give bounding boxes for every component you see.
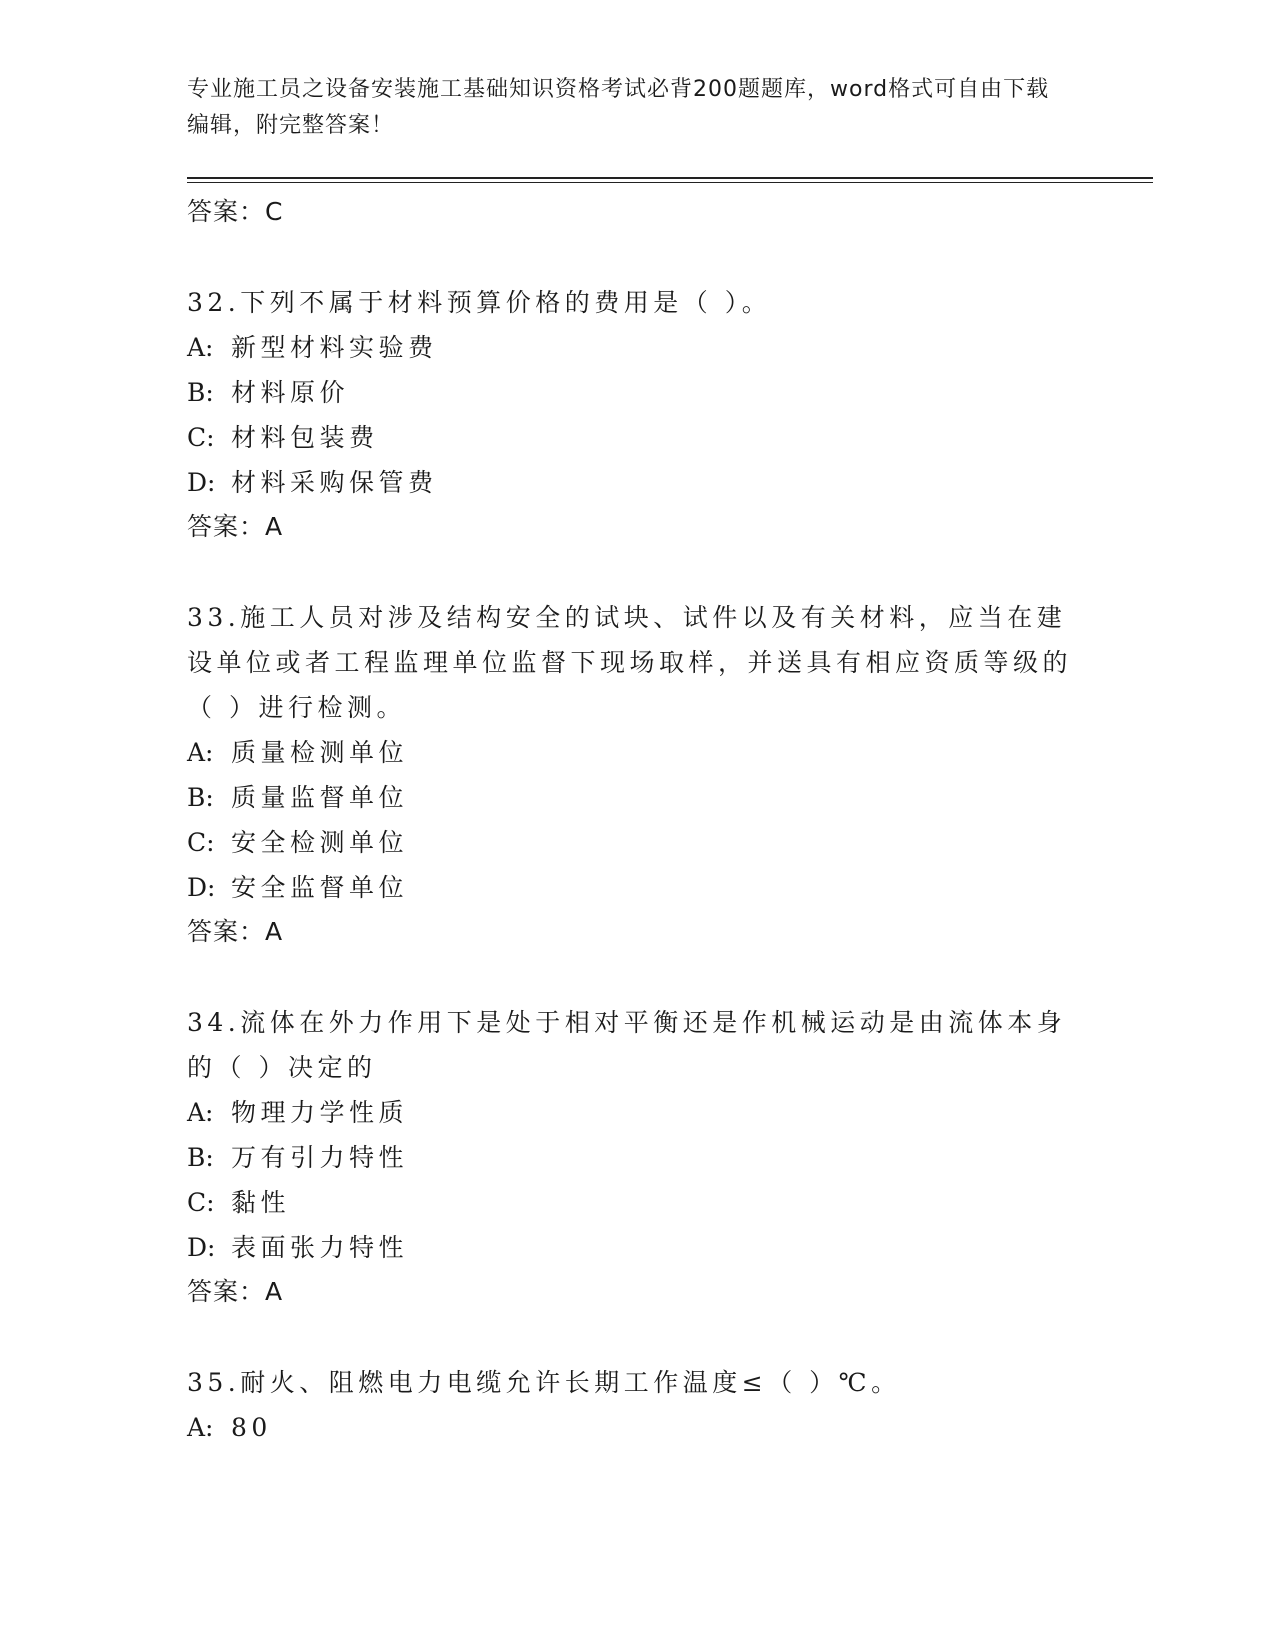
question-body bbox=[187, 190, 1087, 1450]
question-34 bbox=[187, 1000, 1087, 1314]
option-text: 质量监督单位 bbox=[231, 783, 409, 812]
option-text: 新型材料实验费 bbox=[231, 333, 438, 362]
option-text: 80 bbox=[231, 1413, 272, 1442]
option-letter: A: bbox=[187, 1098, 214, 1127]
header-rule-thin bbox=[187, 182, 1153, 183]
option-text: 表面张力特性 bbox=[231, 1233, 409, 1262]
option-text: 万有引力特性 bbox=[231, 1143, 409, 1172]
option-text: 材料原价 bbox=[231, 378, 350, 407]
option-c bbox=[187, 820, 1087, 865]
option-d bbox=[187, 865, 1087, 910]
option-text: 质量检测单位 bbox=[231, 738, 409, 767]
option-letter: D: bbox=[187, 1233, 216, 1262]
option-b bbox=[187, 775, 1087, 820]
option-b bbox=[187, 370, 1087, 415]
question-text: 32.下列不属于材料预算价格的费用是（ ）。 bbox=[187, 288, 772, 317]
option-letter: D: bbox=[187, 873, 216, 902]
option-letter: C: bbox=[187, 423, 215, 452]
option-d bbox=[187, 460, 1087, 505]
option-a bbox=[187, 730, 1087, 775]
answer-line: 答案：A bbox=[187, 917, 284, 946]
question-35 bbox=[187, 1360, 1087, 1450]
option-b bbox=[187, 1135, 1087, 1180]
option-a bbox=[187, 1405, 1087, 1450]
answer-line: 答案：A bbox=[187, 512, 284, 541]
option-letter: B: bbox=[187, 1143, 214, 1172]
option-c bbox=[187, 1180, 1087, 1225]
option-text: 材料采购保管费 bbox=[231, 468, 438, 497]
page-header: 专业施工员之设备安装施工基础知识资格考试必背200题题库，word格式可自由下载编辑，附完整答案！ bbox=[187, 77, 1050, 138]
option-text: 材料包装费 bbox=[231, 423, 379, 452]
option-text: 物理力学性质 bbox=[231, 1098, 409, 1127]
option-text: 黏性 bbox=[231, 1188, 291, 1217]
answer-line: 答案：A bbox=[187, 1277, 284, 1306]
option-letter: A: bbox=[187, 1413, 214, 1442]
option-letter: D: bbox=[187, 468, 216, 497]
option-letter: A: bbox=[187, 333, 214, 362]
question-text: 34.流体在外力作用下是处于相对平衡还是作机械运动是由流体本身的（ ）决定的 bbox=[187, 1008, 1067, 1082]
option-c bbox=[187, 415, 1087, 460]
option-letter: C: bbox=[187, 1188, 215, 1217]
option-a bbox=[187, 325, 1087, 370]
question-text: 33.施工人员对涉及结构安全的试块、试件以及有关材料，应当在建设单位或者工程监理单位监督下现场取样，并送具有相应资质等级的（ ）进行检测。 bbox=[187, 603, 1073, 722]
option-text: 安全检测单位 bbox=[231, 828, 409, 857]
question-33 bbox=[187, 595, 1087, 954]
option-letter: B: bbox=[187, 783, 214, 812]
previous-answer: 答案：C bbox=[187, 197, 284, 226]
option-d bbox=[187, 1225, 1087, 1270]
option-letter: A: bbox=[187, 738, 214, 767]
option-letter: B: bbox=[187, 378, 214, 407]
question-text: 35.耐火、阻燃电力电缆允许长期工作温度≤（ ）℃。 bbox=[187, 1368, 901, 1397]
option-text: 安全监督单位 bbox=[231, 873, 409, 902]
option-letter: C: bbox=[187, 828, 215, 857]
question-32 bbox=[187, 280, 1087, 549]
option-a bbox=[187, 1090, 1087, 1135]
header-rule-thick bbox=[187, 177, 1153, 179]
